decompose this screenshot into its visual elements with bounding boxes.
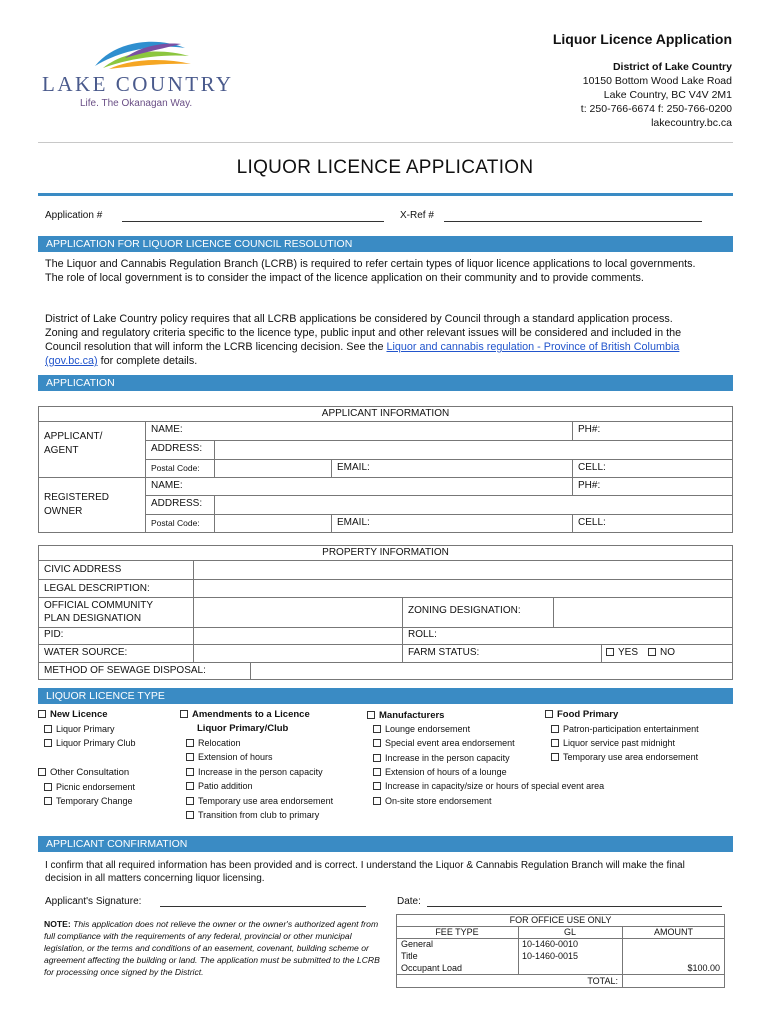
new-licence-option[interactable] — [38, 709, 108, 720]
intro-paragraph: The Liquor and Cannabis Regulation Branch (LCRB) is required to refer certain types of liquor licence applications to local governments. The role of local government is to consider the impact of the licence application on their community and to provide comments. — [45, 258, 696, 284]
application-number-label: Application # — [45, 210, 103, 221]
checkbox-icon[interactable] — [551, 725, 559, 733]
agent-postal-label: Postal Code: — [151, 463, 200, 473]
checkbox-icon[interactable] — [38, 710, 46, 718]
checkbox-icon[interactable] — [44, 739, 52, 747]
service-past-option[interactable] — [551, 738, 675, 748]
relocation-label: Relocation — [198, 738, 241, 748]
applicant-header: APPLICANT INFORMATION — [321, 408, 450, 419]
section-licence-type: LIQUOR LICENCE TYPE — [38, 688, 733, 704]
incr-special-option[interactable] — [373, 781, 604, 791]
agent-email-label: EMAIL: — [337, 462, 370, 473]
logo-tagline: Life. The Okanagan Way. — [80, 98, 193, 109]
temp-change-option[interactable] — [44, 796, 133, 806]
liquor-primary-club-label: Liquor Primary Club — [56, 738, 136, 748]
farm-yes-label: YES — [618, 647, 639, 658]
section-application: APPLICATION — [38, 375, 733, 391]
policy-paragraph — [45, 312, 705, 368]
ocp-label: OFFICIAL COMMUNITY PLAN DESIGNATION — [44, 600, 154, 624]
checkbox-icon[interactable] — [373, 768, 381, 776]
header-address2: Lake Country, BC V4V 2M1 — [603, 89, 732, 101]
divider — [38, 644, 733, 645]
checkbox-icon[interactable] — [186, 782, 194, 790]
other-consultation-label: Other Consultation — [50, 767, 130, 778]
checkbox-icon[interactable] — [44, 797, 52, 805]
amendments-label: Amendments to a Licence — [192, 709, 310, 720]
checkbox-icon[interactable] — [44, 725, 52, 733]
fee-row-gl: 10-1460-0015 — [522, 951, 579, 961]
note-block — [44, 918, 384, 978]
policy-text: District of Lake Country policy requires that all LCRB applications be considered by Council through a standard application process. Zoning and regulatory criteria specific to the licence type, public input and other relevant issues will be considered and included in the Council resolution that will inform the LCRB licencing decision. See the — [45, 313, 682, 353]
agent-ph-label: PH#: — [578, 424, 601, 435]
owner-address-label: ADDRESS: — [151, 498, 203, 509]
checkbox-icon[interactable] — [186, 753, 194, 761]
divider — [193, 560, 194, 662]
onsite-label: On-site store endorsement — [385, 796, 492, 806]
divider — [250, 662, 251, 680]
divider — [572, 459, 573, 477]
liquor-primary-label: Liquor Primary — [56, 724, 115, 734]
divider — [145, 495, 733, 496]
signature-label: Applicant's Signature: — [45, 896, 142, 907]
agent-cell-label: CELL: — [578, 462, 606, 473]
amendments-option[interactable] — [180, 709, 310, 720]
logo-name: LAKE COUNTRY — [42, 72, 234, 96]
checkbox-icon[interactable] — [373, 782, 381, 790]
civic-address-label: CIVIC ADDRESS — [44, 564, 122, 575]
section-resolution: APPLICATION FOR LIQUOR LICENCE COUNCIL RESOLUTION — [38, 236, 733, 252]
ext-lounge-option[interactable] — [373, 767, 507, 777]
transition-option[interactable] — [186, 810, 319, 820]
ext-hours-label: Extension of hours — [198, 752, 273, 762]
header-address1: 10150 Bottom Wood Lake Road — [582, 75, 732, 87]
lake-country-logo — [85, 36, 195, 76]
divider — [396, 974, 725, 975]
owner-name-label: NAME: — [151, 480, 183, 491]
agent-address-label: ADDRESS: — [151, 443, 203, 454]
header-org: District of Lake Country — [612, 61, 732, 73]
agent-name-label: NAME: — [151, 424, 183, 435]
food-primary-label: Food Primary — [557, 709, 619, 720]
divider — [572, 421, 573, 440]
fee-type-header: FEE TYPE — [435, 927, 479, 937]
service-past-label: Liquor service past midnight — [563, 738, 676, 748]
header-title: Liquor Licence Application — [552, 31, 732, 47]
relocation-option[interactable] — [186, 738, 241, 748]
checkbox-icon[interactable] — [186, 768, 194, 776]
lounge-label: Lounge endorsement — [385, 724, 471, 734]
patio-option[interactable] — [186, 781, 253, 791]
checkbox-icon[interactable] — [44, 783, 52, 791]
checkbox-icon[interactable] — [373, 725, 381, 733]
divider — [38, 421, 733, 422]
temp-change-label: Temporary Change — [56, 796, 133, 806]
divider — [572, 514, 573, 533]
divider — [553, 597, 554, 627]
date-field[interactable] — [427, 896, 722, 907]
new-licence-label: New Licence — [50, 709, 108, 720]
onsite-option[interactable] — [373, 796, 492, 806]
special-event-option[interactable] — [373, 738, 515, 748]
checkbox-icon[interactable] — [545, 710, 553, 718]
divider — [145, 459, 733, 460]
section-confirmation: APPLICANT CONFIRMATION — [38, 836, 733, 852]
ext-hours-option[interactable] — [186, 752, 273, 762]
divider — [601, 644, 602, 662]
checkbox-icon[interactable] — [186, 739, 194, 747]
divider — [38, 579, 733, 580]
amount-header: AMOUNT — [654, 927, 693, 937]
transition-label: Transition from club to primary — [198, 810, 320, 820]
gl-header: GL — [563, 927, 576, 937]
checkbox-icon[interactable] — [606, 648, 614, 656]
header-divider — [38, 142, 733, 143]
water-source-label: WATER SOURCE: — [44, 647, 128, 658]
date-label: Date: — [397, 896, 421, 907]
fee-row-type: General — [401, 939, 434, 949]
checkbox-icon[interactable] — [373, 797, 381, 805]
divider — [145, 514, 733, 515]
checkbox-icon[interactable] — [648, 648, 656, 656]
roll-label: ROLL: — [408, 629, 437, 640]
owner-label: REGISTERED OWNER — [44, 492, 110, 517]
temp-area2-option[interactable] — [551, 752, 698, 762]
farm-no-label: NO — [660, 647, 675, 658]
divider — [38, 662, 733, 663]
title-rule — [38, 193, 733, 196]
ext-lounge-label: Extension of hours of a lounge — [385, 767, 507, 777]
divider — [38, 560, 733, 561]
farm-status-label: FARM STATUS: — [408, 647, 480, 658]
incr-capacity-option[interactable] — [186, 767, 323, 777]
signature-field[interactable] — [160, 896, 366, 907]
lcrb-link[interactable]: Liquor and cannabis regulation - Province of British Columbia (gov.bc.ca) — [45, 341, 680, 367]
fee-row-type: Title — [401, 951, 418, 961]
owner-ph-label: PH#: — [578, 480, 601, 491]
confirm-text: I confirm that all required information has been provided and is correct. I understand the Liquor & Cannabis Regulation Branch will make the final decision in all matters concerning liquor licensing. — [45, 860, 685, 884]
fee-row-gl: 10-1460-0010 — [522, 939, 579, 949]
owner-email-label: EMAIL: — [337, 517, 370, 528]
farm-no-option[interactable] — [648, 647, 675, 658]
divider — [38, 597, 733, 598]
logo-swoosh-icon — [85, 36, 195, 76]
xref-field[interactable] — [444, 211, 702, 222]
checkbox-icon[interactable] — [551, 753, 559, 761]
incr-capacity-label: Increase in the person capacity — [198, 767, 323, 777]
note-text: This application does not relieve the owner or the owner's authorized agent from full compliance with the requirements of any federal, provincial or other municipal legislation, or the terms and conditions of an easement, covenant, building scheme or agreement affecting the building or land. The application must be submitted to the LCRB for processing once signed by the District. — [44, 919, 380, 977]
checkbox-icon[interactable] — [38, 768, 46, 776]
property-header: PROPERTY INFORMATION — [322, 547, 449, 558]
header-phone: t: 250-766-6674 f: 250-766-0200 — [580, 103, 732, 115]
checkbox-icon[interactable] — [180, 710, 188, 718]
divider — [38, 477, 733, 478]
incr-capacity2-label: Increase in the person capacity — [385, 753, 510, 763]
page-title: LIQUOR LICENCE APPLICATION — [236, 157, 534, 178]
amendments-sub-label: Liquor Primary/Club — [197, 723, 289, 734]
zoning-label: ZONING DESIGNATION: — [408, 605, 521, 616]
patron-option[interactable] — [551, 724, 699, 734]
fee-row-amount: $100.00 — [687, 963, 720, 973]
agent-label: APPLICANT/ AGENT — [44, 431, 103, 456]
manufacturers-label: Manufacturers — [379, 710, 445, 721]
food-primary-option[interactable] — [545, 709, 618, 720]
temp-area-label: Temporary use area endorsement — [198, 796, 334, 806]
owner-cell-label: CELL: — [578, 517, 606, 528]
header-web: lakecountry.bc.ca — [651, 117, 732, 129]
farm-yes-option[interactable] — [606, 647, 638, 658]
temp-area2-label: Temporary use area endorsement — [563, 752, 699, 762]
incr-special-label: Increase in capacity/size or hours of special event area — [385, 781, 605, 791]
fee-row-type: Occupant Load — [401, 963, 463, 973]
checkbox-icon[interactable] — [373, 754, 381, 762]
divider — [572, 477, 573, 495]
checkbox-icon[interactable] — [367, 711, 375, 719]
lounge-option[interactable] — [373, 724, 470, 734]
sewage-label: METHOD OF SEWAGE DISPOSAL: — [44, 665, 206, 676]
picnic-label: Picnic endorsement — [56, 782, 136, 792]
other-consultation-option[interactable] — [38, 767, 129, 778]
special-event-label: Special event area endorsement — [385, 738, 515, 748]
divider — [145, 440, 733, 441]
manufacturers-option[interactable] — [367, 710, 444, 721]
note-label: NOTE: — [44, 919, 71, 929]
patio-label: Patio addition — [198, 781, 253, 791]
liquor-primary-option[interactable] — [44, 724, 115, 734]
patron-label: Patron-participation entertainment — [563, 724, 699, 734]
checkbox-icon[interactable] — [373, 739, 381, 747]
total-label: TOTAL: — [587, 976, 618, 986]
checkbox-icon[interactable] — [551, 739, 559, 747]
xref-label: X-Ref # — [400, 210, 434, 221]
owner-postal-label: Postal Code: — [151, 518, 200, 528]
picnic-option[interactable] — [44, 782, 135, 792]
office-header: FOR OFFICE USE ONLY — [509, 915, 612, 925]
checkbox-icon[interactable] — [186, 797, 194, 805]
pid-label: PID: — [44, 629, 64, 640]
temp-area-option[interactable] — [186, 796, 333, 806]
incr-capacity2-option[interactable] — [373, 753, 510, 763]
legal-description-label: LEGAL DESCRIPTION: — [44, 583, 150, 594]
application-number-field[interactable] — [122, 211, 384, 222]
divider — [331, 514, 332, 533]
liquor-primary-club-option[interactable] — [44, 738, 136, 748]
divider — [402, 597, 403, 662]
divider — [331, 459, 332, 477]
divider — [38, 627, 733, 628]
policy-end: for complete details. — [100, 355, 198, 367]
checkbox-icon[interactable] — [186, 811, 194, 819]
